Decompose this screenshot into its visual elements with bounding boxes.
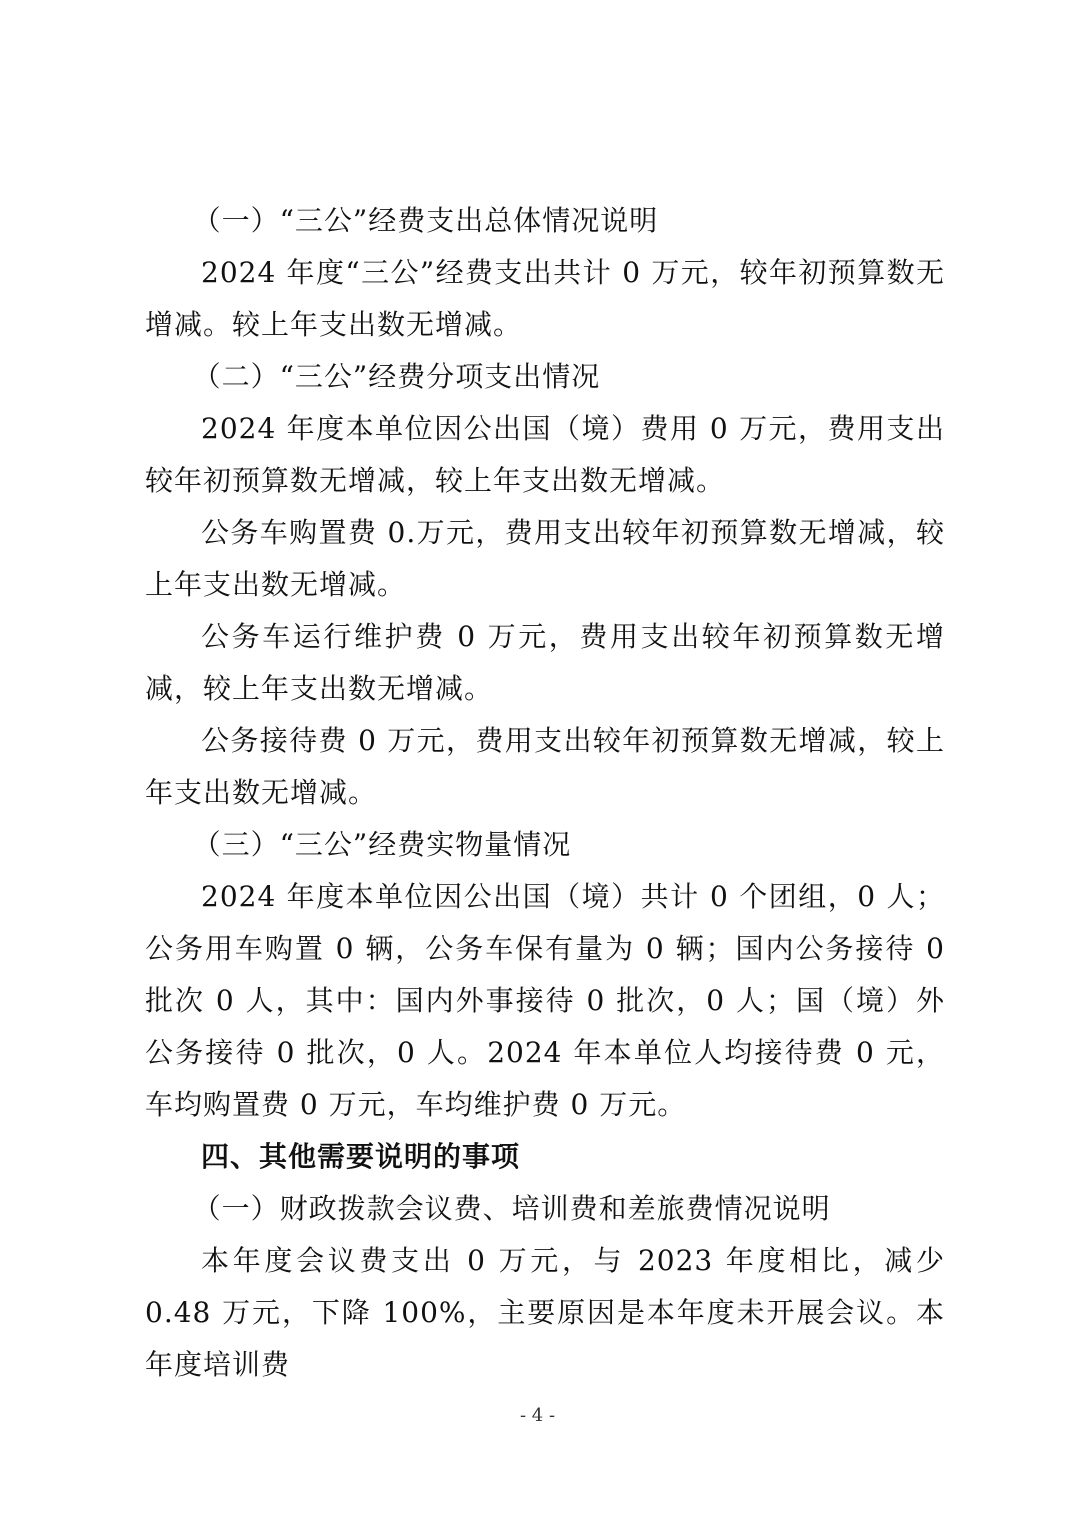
paragraph-vehicle-maintenance: 公务车运行维护费 0 万元，费用支出较年初预算数无增减，较上年支出数无增减。	[145, 620, 945, 705]
page-number: - 4 -	[519, 1405, 556, 1426]
section-heading-itemized-expenditure: （二）“三公”经费分项支出情况	[192, 360, 601, 393]
paragraph-meeting-fee: 本年度会议费支出 0 万元，与 2023 年度相比，减少 0.48 万元，下降 100%，主要原因是本年度未开展会议。本年度培训费	[145, 1244, 945, 1381]
paragraph-total-expenditure: 2024 年度“三公”经费支出共计 0 万元，较年初预算数无增减。较上年支出数无增减。	[145, 256, 945, 341]
section-heading-three-public-overview: （一）“三公”经费支出总体情况说明	[192, 204, 659, 237]
section-heading-physical-quantity: （三）“三公”经费实物量情况	[192, 828, 572, 861]
paragraph-overseas-travel: 2024 年度本单位因公出国（境）费用 0 万元，费用支出较年初预算数无增减，较上年支出数无增减。	[145, 412, 945, 497]
document-body	[145, 195, 945, 1391]
section-heading-other-matters: 四、其他需要说明的事项	[201, 1140, 521, 1173]
paragraph-physical-quantity: 2024 年度本单位因公出国（境）共计 0 个团组，0 人；公务用车购置 0 辆，公务车保有量为 0 辆；国内公务接待 0 批次 0 人，其中：国内外事接待 0 批次，0 人；国（境）外公务接待 0 批次，0 人。2024 年本单位人均接待费 0 元，车均购置费 0 万元，车均维护费 0 万元。	[145, 880, 945, 1121]
paragraph-reception: 公务接待费 0 万元，费用支出较年初预算数无增减，较上年支出数无增减。	[145, 724, 945, 809]
section-heading-meeting-training-travel: （一）财政拨款会议费、培训费和差旅费情况说明	[192, 1192, 831, 1225]
paragraph-vehicle-purchase: 公务车购置费 0.万元，费用支出较年初预算数无增减，较上年支出数无增减。	[145, 516, 945, 601]
